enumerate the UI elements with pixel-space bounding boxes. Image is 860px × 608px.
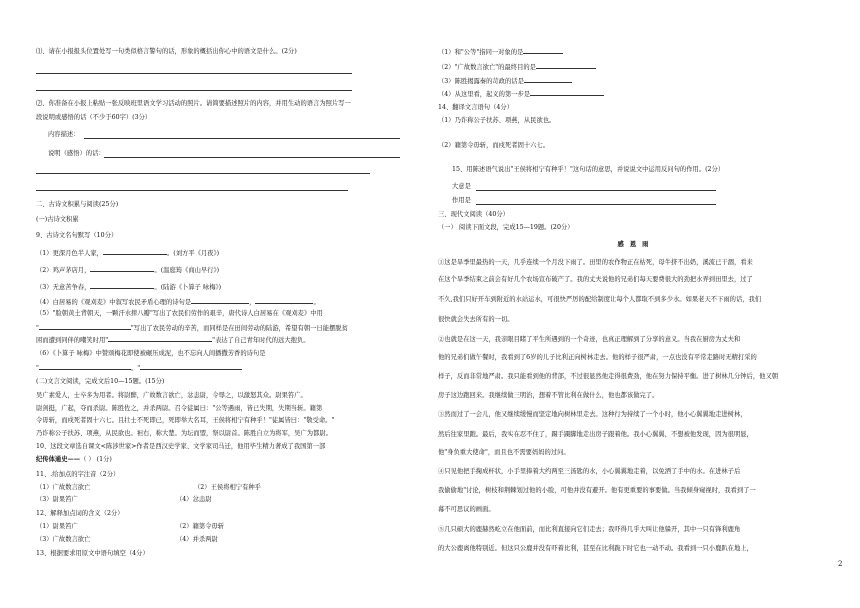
q13-item: （4）从这里看，起义的第一步是 bbox=[438, 89, 604, 99]
article-line: 然后往家里跑。最后，我实在忍不住了，蹑手蹑脚地走出房子跟着他。我小心翼翼，不想被他发现，因为很明显， bbox=[438, 431, 753, 438]
article-line: 样子，反而非常地严肃。我只能看到他的背部，不过很显然他走得很费劲，他在努力保持平衡。进了树林几分钟后，他又朝 bbox=[438, 373, 779, 380]
article-line: 他的兄弟们做午餐时，我看到了6岁的儿子比利正向树林走去。他的样子很严肃，一点也没有平常走路时无精打采的 bbox=[438, 354, 757, 361]
q12-item: （2）籍第令毋斩 bbox=[176, 523, 225, 530]
answer-line bbox=[104, 157, 400, 158]
poem-item-5-cont: " "写出了农民劳动的辛苦，而同样是在田间劳动的陆游，希望有朝一日能摆脱贫 bbox=[36, 325, 348, 332]
question-10-blank: 纪传体通史——（ ） (1分) bbox=[36, 456, 112, 463]
article-line: ③然而过了一会儿，他又继续缓慢而坚定地向树林里走去。这种行为持续了一个小时，他小心翼翼地走进树林， bbox=[438, 411, 747, 418]
poem-item-5-end: 困而遭到同伴的嘲笑时用" "表达了自己青年时代的远大抱负。 bbox=[36, 337, 310, 344]
explain-label: 说明（感悟）的话： bbox=[48, 150, 105, 157]
section-3-instruction: （一） 阅读下面文段，完成15—19题。(20分） bbox=[438, 224, 574, 231]
q11-item: （4）忿恚尉 bbox=[176, 496, 212, 503]
answer-line bbox=[476, 204, 716, 205]
answer-line bbox=[36, 173, 370, 174]
question-2: ⑵、你准备在小报上粘贴一张反映班里语文学习活动的照片。请简要描述照片的内容，并用生动的语言为照片写一 bbox=[36, 100, 351, 107]
question-9: 9、古诗文名句默写（10分） bbox=[36, 232, 118, 239]
q11-item: （2）王侯将相宁有种乎 bbox=[194, 484, 261, 491]
poem-item-2: （2）鸡声茅店月， 。(温庭筠《商山早行》) bbox=[36, 267, 220, 274]
article-title: 感恩雨 bbox=[617, 241, 655, 248]
subsection-heading: (二)文言文阅读，完成文后10—15题。(15分) bbox=[36, 378, 165, 385]
article-line: 我偷偷地"讨论，树枝和荆棘划过他的小脸，可他并没有避开。他有更重要的事要做。当我倾身窥视时，我看到了一 bbox=[438, 487, 756, 494]
q12-item: （3）广故数言欲亡 bbox=[36, 536, 91, 543]
answer-line bbox=[476, 190, 716, 191]
question-13: 13、根据要求用原文中语句填空（4分） bbox=[36, 550, 149, 557]
question-14: 14、翻译文言语句（4分） bbox=[438, 104, 513, 111]
question-2-cont: 段说明或感悟的话（不少于60字）(3分） bbox=[36, 114, 152, 121]
article-line: ④只见他把手掬成杯状，小手里捧着大约两至三汤匙的水，小心翼翼地走着，以免洒了手中的水。在进林子后 bbox=[438, 468, 741, 475]
question-15: 15、用陈述语气说出"王侯将相宁有种乎！"这句话的意思，并说说文中运用反问句的作用。(2分） bbox=[452, 166, 725, 173]
q15-function: 作用是 bbox=[452, 197, 471, 204]
poem-item-4: （4）白居易的《观刈麦》中叙写农民矛盾心理的诗句是 ， 。 bbox=[36, 299, 320, 306]
q14-item: （2）籍第令毋斩，而戍死者固十六七。 bbox=[438, 142, 550, 149]
q12-item: （1）尉果笞广 bbox=[36, 523, 78, 530]
q13-item: （3）陈胜揭露秦的苛政的话是 bbox=[438, 76, 572, 86]
q15-meaning: 大意是 bbox=[452, 183, 471, 190]
content-label: 内容描述： bbox=[48, 131, 80, 138]
classical-text-line: 令毋斩，而戍死者固十六七。且壮士不死即已，死即举大名耳，王侯将相宁有种乎！"徒属皆曰："敬受命。" bbox=[36, 417, 335, 424]
q11-item: （1）广故数言欲亡 bbox=[36, 484, 91, 491]
article-line: ⑤几只硕大的鹿赫然屹立在他面前，而比利直接向它们走去；我吓得几乎大叫让他躲开，其中一只有锋利鹿角 bbox=[438, 526, 741, 533]
article-line: ①这是旱季里最热的一天，几乎连续一个月没下雨了。田里的农作物正在枯死，母牛挤不出奶，溪流已干涸，看来 bbox=[438, 259, 753, 266]
article-line: ②也就是在这一天，我亲眼目睹了平生所遇到的一个奇迹，也真正理解到了分享的意义。当我在厨房为丈夫和 bbox=[438, 336, 741, 343]
poem-item-6: （6）《卜算子 咏梅》中赞颂梅花即使被碾压成泥，也不忘向人间播撒芳香的诗句是 bbox=[36, 350, 266, 357]
answer-line bbox=[84, 138, 400, 139]
poem-item-1: （1）更深月色半人家， 。(刘方平《月夜》) bbox=[36, 250, 220, 257]
answer-line bbox=[36, 73, 352, 74]
article-line: 的大公鹿离他特别近。但这只公鹿并没有吓着比利，甚至在比利跪下时它也一动不动。我看到一只小鹿趴在地上， bbox=[438, 545, 753, 552]
classical-text-line: 吴广素爱人，士卒多为用者。将尉醉，广故数言欲亡，忿恚尉，令辱之，以激怒其众。尉果笞广。 bbox=[36, 392, 307, 399]
poem-item-5: （5）"脸朝黄土背朝天，一颗汗水摔八瓣"写出了农民们劳作的艰辛，唐代诗人白居易在《观刈麦》中用 bbox=[36, 310, 323, 317]
article-line: 房子这边跑回来。我继续做三明治，想着不管比利在做什么，他也都该做完了。 bbox=[438, 392, 659, 399]
article-line: 很快就会失去所有的一切。 bbox=[438, 316, 514, 323]
q13-item: （1）和"公等"指同一对象的是 bbox=[438, 47, 563, 57]
answer-line bbox=[36, 90, 352, 91]
q11-item: （3）尉果笞广 bbox=[36, 496, 78, 503]
question-10: 10、这段文章选自课文<陈涉世家>作者是西汉史学家、文学家司马迁，他用毕生精力著成了我国第一部 bbox=[36, 443, 326, 450]
question-1: ⑴、请在小报报头位置处写一句类似格言警句的话，形象的概括出你心中的语文是什么。(2分) bbox=[36, 48, 297, 55]
classical-text-line: 尉剑挺，广起，夺而杀尉。陈胜佐之，并杀两尉。召令徒属曰："公等遇雨，皆已失期，失期当斩。籍第 bbox=[36, 405, 323, 412]
article-line: 不久,我们只好开车到附近的水站运水，可很快严厉的配给制度让每个人都取不到多少水。如果老天不下雨的话，我们 bbox=[438, 296, 762, 303]
q13-item: （2）"广故数言欲亡"的最终目的是 bbox=[438, 62, 596, 72]
q14-item: （1）乃诈称公子扶苏、项燕，从民欲也。 bbox=[438, 117, 556, 124]
page-number: 2 bbox=[838, 560, 843, 568]
question-11: 11、.给加点的字注音（2分） bbox=[36, 471, 120, 478]
q12-item: （4）并杀两尉 bbox=[176, 536, 218, 543]
answer-line bbox=[36, 190, 348, 191]
subsection-heading: (一)古诗文积累 bbox=[36, 216, 79, 223]
classical-text-line: 乃诈称公子扶苏、项燕，从民欲也。袒右，称大楚。为坛而盟，祭以尉首。陈胜自立为将军，吴广为都尉。 bbox=[36, 430, 332, 437]
poem-item-6-answer: " 。" bbox=[36, 363, 242, 373]
section-3-heading: 三、现代文阅读（40分） bbox=[438, 211, 509, 218]
article-line: 他"身负重大使命"，而且也不需要妈妈的过问。 bbox=[438, 449, 570, 456]
section-2-heading: 二、古诗文积累与阅读(25分) bbox=[36, 201, 119, 208]
article-line: 幕不可思议的画面。 bbox=[438, 506, 495, 513]
article-line: 在这个旱季结束之前会有好几个农场宣布破产了。我的丈夫说他的兄弟们每天要费很大的劲把水弄到田里去，过了 bbox=[438, 276, 753, 283]
question-12: 12、解释加点词的含义（2分） bbox=[36, 510, 124, 517]
poem-item-3: （3）无意苦争春， 。(陆游《卜算子 咏梅》) bbox=[36, 284, 222, 291]
